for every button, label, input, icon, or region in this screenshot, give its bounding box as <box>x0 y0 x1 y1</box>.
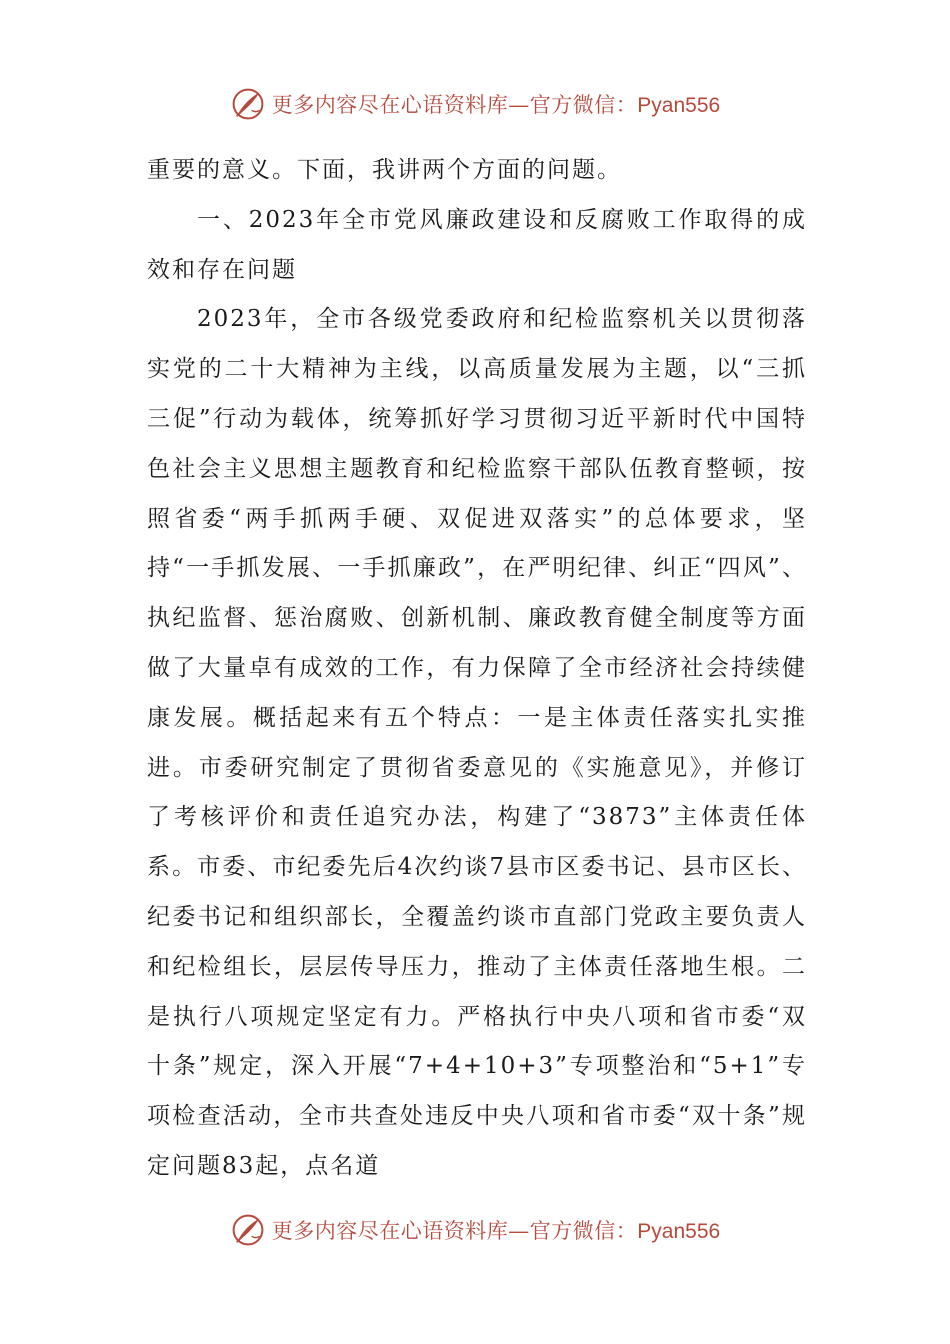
quill-logo-icon <box>230 1212 266 1248</box>
document-body <box>147 146 807 1192</box>
wechat-id: Pyan556 <box>637 1220 721 1243</box>
watermark-text: 更多内容尽在心语资料库—官方微信：Pyan556 <box>271 93 721 117</box>
paragraph-continuation: 重要的意义。下面，我讲两个方面的问题。 <box>147 157 622 183</box>
section-heading: 一、2023年全市党风廉政建设和反腐败工作取得的成效和存在问题 <box>147 206 807 283</box>
header-watermark <box>0 82 950 126</box>
watermark-text: 更多内容尽在心语资料库—官方微信：Pyan556 <box>271 1219 721 1243</box>
wechat-id: Pyan556 <box>637 94 721 117</box>
footer-watermark <box>0 1208 950 1252</box>
paragraph-body: 2023年，全市各级党委政府和纪检监察机关以贯彻落实党的二十大精神为主线，以高质量发展为主题，以“三抓三促”行动为载体，统筹抓好学习贯彻习近平新时代中国特色社会主义思想主题教育和纪检监察干部队伍教育整顿，按照省委“两手抓两手硬、双促进双落实”的总体要求，坚持“一手抓发展、一手抓廉政”，在严明纪律、纠正“四风”、执纪监督、惩治腐败、创新机制、廉政教育健全制度等方面做了大量卓有成效的工作，有力保障了全市经济社会持续健康发展。概括起来有五个特点：一是主体责任落实扎实推进。市委研究制定了贯彻省委意见的《实施意见》，并修订了考核评价和责任追究办法，构建了“3873”主体责任体系。市委、市纪委先后4次约谈7县市区委书记、县市区长、纪委书记和组织部长，全覆盖约谈市直部门党政主要负责人和纪检组长，层层传导压力，推动了主体责任落地生根。二是执行八项规定坚定有力。严格执行中央八项和省市委“双十条”规定，深入开展“7+4+10+3”专项整治和“5+1”专项检查活动，全市共查处违反中央八项和省市委“双十条”规定问题83起，点名道 <box>147 306 807 1179</box>
quill-logo-icon <box>230 86 266 122</box>
